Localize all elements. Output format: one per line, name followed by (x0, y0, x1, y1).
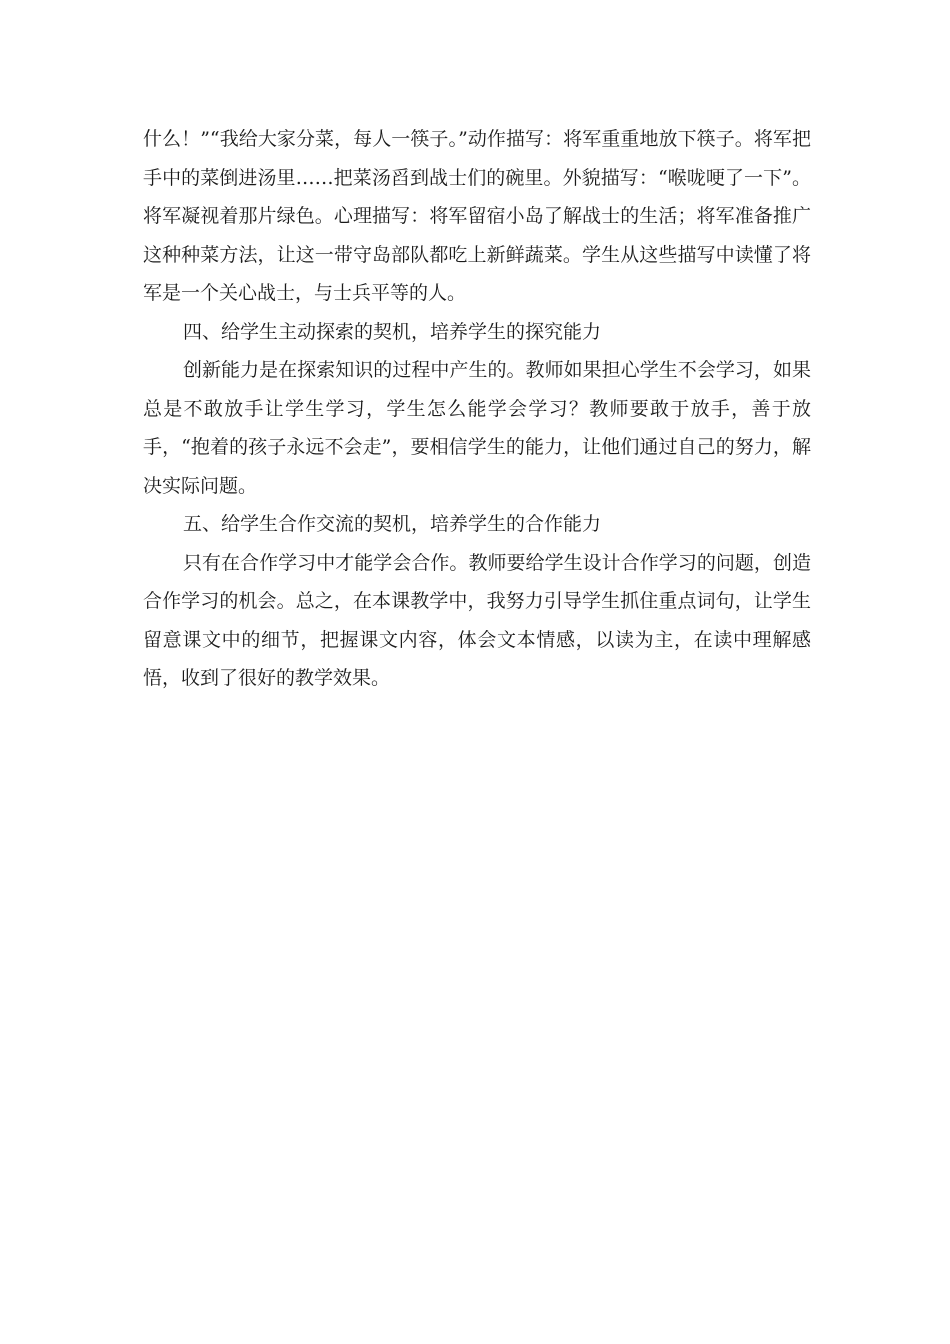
section-heading-four: 四、给学生主动探索的契机，培养学生的探究能力 (183, 320, 602, 343)
paragraph-continuation: 什么！”“我给大家分菜，每人一筷子。”动作描写：将军重重地放下筷子。将军把手中的菜倒进汤里……把菜汤舀到战士们的碗里。外貌描写：“喉咙哽了一下”。将军凝视着那片绿色。心理描写：将军留宿小岛了解战士的生活；将军准备推广这种种菜方法，让这一带守岛部队都吃上新鲜蔬菜。学生从这些描写中读懂了将军是一个关心战士，与士兵平等的人。 (143, 128, 811, 304)
paragraph-innovation: 创新能力是在探索知识的过程中产生的。教师如果担心学生不会学习，如果总是不敢放手让学生学习，学生怎么能学会学习？教师要敢于放手，善于放手，“抱着的孩子永远不会走”，要相信学生的能力，让他们通过自己的努力，解决实际问题。 (143, 359, 811, 497)
section-heading-five: 五、给学生合作交流的契机，培养学生的合作能力 (183, 513, 602, 535)
paragraph-cooperation: 只有在合作学习中才能学会合作。教师要给学生设计合作学习的问题，创造合作学习的机会。总之，在本课教学中，我努力引导学生抓住重点词句，让学生留意课文中的细节，把握课文内容，体会文本情感，以读为主，在读中理解感悟，收到了很好的教学效果。 (143, 551, 811, 689)
document-body (143, 120, 811, 698)
